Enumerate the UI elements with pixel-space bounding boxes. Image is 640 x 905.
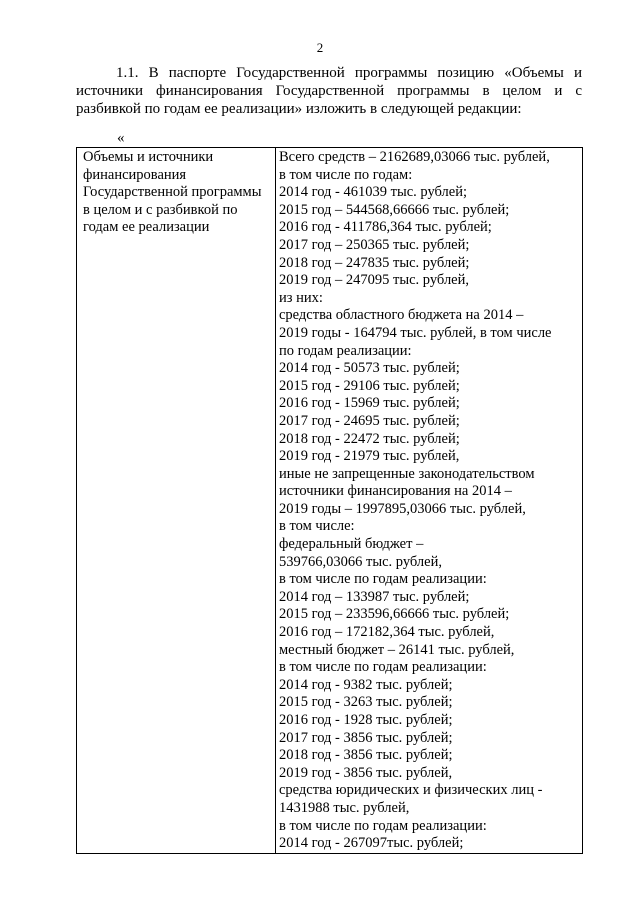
- financing-line: 2019 годы - 164794 тыс. рублей, в том числе: [279, 324, 552, 341]
- financing-line: 2018 год – 247835 тыс. рублей;: [279, 254, 470, 271]
- financing-line: 2017 год - 24695 тыс. рублей;: [279, 412, 460, 429]
- financing-line: федеральный бюджет –: [279, 536, 424, 553]
- table-row: [77, 148, 583, 854]
- financing-line: 2016 год – 172182,364 тыс. рублей,: [279, 624, 495, 641]
- financing-values: [276, 148, 582, 853]
- financing-line: 2019 год - 3856 тыс. рублей,: [279, 764, 453, 781]
- financing-line: 2016 год - 411786,364 тыс. рублей;: [279, 219, 492, 236]
- financing-line: 2014 год - 50573 тыс. рублей;: [279, 360, 460, 377]
- financing-line: 2014 год - 9382 тыс. рублей;: [279, 676, 453, 693]
- financing-line: 2015 год – 544568,66666 тыс. рублей;: [279, 201, 510, 218]
- financing-line: 2014 год – 133987 тыс. рублей;: [279, 588, 470, 605]
- financing-line: средства областного бюджета на 2014 –: [279, 307, 524, 324]
- financing-line: 2014 год - 267097тыс. рублей;: [279, 835, 464, 852]
- financing-line: 2019 год - 21979 тыс. рублей,: [279, 448, 460, 465]
- financing-line: 2018 год - 3856 тыс. рублей;: [279, 747, 453, 764]
- financing-line: 2015 год - 29106 тыс. рублей;: [279, 377, 460, 394]
- financing-line: 1431988 тыс. рублей,: [279, 799, 410, 816]
- financing-line: в том числе по годам:: [279, 166, 413, 183]
- financing-line: 2019 год – 247095 тыс. рублей,: [279, 272, 470, 289]
- open-quote-mark: «: [117, 130, 125, 146]
- financing-line: 2016 год - 1928 тыс. рублей;: [279, 712, 453, 728]
- financing-line: Всего средств – 2162689,03066 тыс. рублей,: [279, 149, 550, 165]
- table-cell-label: [77, 148, 276, 854]
- financing-line: источники финансирования на 2014 –: [279, 483, 512, 500]
- financing-line: по годам реализации:: [279, 342, 412, 359]
- financing-line: местный бюджет – 26141 тыс. рублей,: [279, 641, 515, 658]
- financing-line: 2019 годы – 1997895,03066 тыс. рублей,: [279, 500, 526, 517]
- intro-paragraph: 1.1. В паспорте Государственной программы позицию «Объемы и источники финансирования Государственной программы в целом и с разбивкой по годам ее реализации» изложить в следующей редакции:: [76, 65, 582, 117]
- financing-line: в том числе по годам реализации:: [279, 817, 487, 834]
- table-cell-values: [276, 148, 583, 854]
- financing-line: средства юридических и физических лиц -: [279, 782, 543, 799]
- financing-label: Объемы и источники финансирования Государственной программы в целом и с разбивкой по годам ее реализации: [83, 149, 262, 236]
- financing-line: 2015 год – 233596,66666 тыс. рублей;: [279, 606, 510, 623]
- financing-line: 2014 год - 461039 тыс. рублей;: [279, 184, 467, 201]
- page-number: 2: [316, 40, 324, 55]
- financing-line: из них:: [279, 289, 323, 306]
- financing-line: 539766,03066 тыс. рублей,: [279, 553, 442, 570]
- financing-line: иные не запрещенные законодательством: [279, 465, 535, 482]
- financing-line: в том числе по годам реализации:: [279, 571, 487, 588]
- financing-table: [76, 147, 583, 854]
- financing-line: 2015 год - 3263 тыс. рублей;: [279, 694, 453, 711]
- financing-line: 2017 год – 250365 тыс. рублей;: [279, 236, 470, 253]
- financing-line: 2018 год - 22472 тыс. рублей;: [279, 430, 460, 447]
- financing-line: в том числе по годам реализации:: [279, 659, 487, 676]
- financing-line: в том числе:: [279, 518, 355, 535]
- financing-line: 2016 год - 15969 тыс. рублей;: [279, 395, 460, 412]
- financing-line: 2017 год - 3856 тыс. рублей;: [279, 729, 453, 746]
